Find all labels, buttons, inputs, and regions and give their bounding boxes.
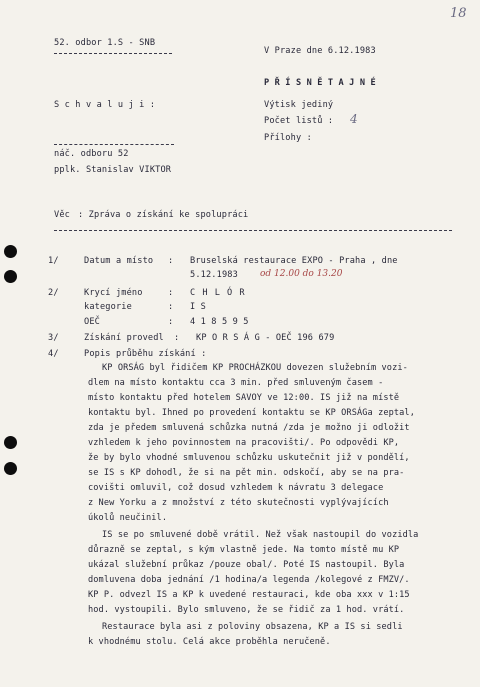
item-3-label: Získání provedl <box>84 333 164 343</box>
body-line-16: KP P. odvezl IS a KP k uvedené restauraci, kde oba xxx v 1:15 <box>88 590 410 600</box>
body-line-3: místo kontaktu před hotelem SAVOY ve 12:00. IS již na místě <box>88 393 400 403</box>
body-line-19: k vhodnému stolu. Celá akce proběhla neručeně. <box>88 637 331 647</box>
punch-hole-2 <box>4 270 17 283</box>
body-line-11: úkolů neučinil. <box>88 513 168 523</box>
body-line-12: IS se po smluvené době vrátil. Než však nastoupil do vozidla <box>102 530 419 540</box>
item-1-num: 1/ <box>48 256 59 266</box>
item-2b-value: I S <box>190 302 206 312</box>
body-line-9: covišti omluvil, což dosud vzhledem k návratu 3 delegace <box>88 483 384 493</box>
item-4-label: Popis průběhu získání : <box>84 349 207 359</box>
punch-hole-3 <box>4 436 17 449</box>
body-line-18: Restaurace byla asi z poloviny obsazena, KP a IS si sedli <box>102 622 403 632</box>
punch-hole-4 <box>4 462 17 475</box>
signature-rule <box>54 144 174 145</box>
item-2-colon: : <box>168 288 174 298</box>
item-3-colon: : <box>174 333 180 343</box>
approval-label: S c h v a l u j i : <box>54 100 156 110</box>
punch-hole-1 <box>4 245 17 258</box>
item-2-value: C H L Ó R <box>190 288 246 298</box>
subject-rule <box>54 230 452 231</box>
attachments-label: Přílohy : <box>264 133 312 143</box>
item-4-num: 4/ <box>48 349 59 359</box>
item-2-label: Krycí jméno <box>84 288 143 298</box>
body-line-13: důrazně se zeptal, s kým vlastně jede. Na tomto místě mu KP <box>88 545 400 555</box>
item-1-value: Bruselská restaurace EXPO - Praha , dne <box>190 256 398 266</box>
item-2c-label: OEČ <box>84 317 100 327</box>
body-line-7: že by bylo vhodné smluvenou schůzku uskutečnit již v pondělí, <box>88 453 410 463</box>
sheets-value: 4 <box>350 112 358 126</box>
body-line-15: domluvena doba jednání /1 hodina/a legenda /kolegové z FMZV/. <box>88 575 410 585</box>
item-2c-colon: : <box>168 317 174 327</box>
sheets-label: Počet listů : <box>264 116 334 126</box>
subject-label: Věc <box>54 210 70 220</box>
item-2-num: 2/ <box>48 288 59 298</box>
department-rule <box>54 53 172 54</box>
item-2b-colon: : <box>168 302 174 312</box>
body-line-10: z New Yorku a z množství z této skutečnosti vyplývajících <box>88 498 389 508</box>
subject-text: : Zpráva o získání ke spolupráci <box>78 210 249 220</box>
approver-name: pplk. Stanislav VIKTOR <box>54 165 172 175</box>
item-2c-value: 4 1 8 5 9 5 <box>190 317 249 327</box>
body-line-17: hod. vystoupili. Bylo smluveno, že se řidič za 1 hod. vrátí. <box>88 605 405 615</box>
item-3-value: KP O R S Á G - OEČ 196 679 <box>196 333 335 343</box>
item-1b-value: 5.12.1983 <box>190 270 238 280</box>
classification: P Ř Í S N Ě T A J N É <box>264 78 376 88</box>
body-line-6: vzhledem k jeho povinnostem na pracovišti/. Po odpovědi KP, <box>88 438 400 448</box>
body-line-2: dlem na místo kontaktu cca 3 min. před smluveným časem - <box>88 378 384 388</box>
item-2b-label: kategorie <box>84 302 132 312</box>
item-1-label: Datum a místo <box>84 256 154 266</box>
approver-title: náč. odboru 52 <box>54 149 129 159</box>
page-number: 18 <box>450 6 467 21</box>
body-line-5: zda je předem smluvená schůzka nutná /zda je možno ji odložit <box>88 423 410 433</box>
item-3-num: 3/ <box>48 333 59 343</box>
copy-note: Výtisk jediný <box>264 100 334 110</box>
body-line-14: ukázal služební průkaz /pouze obal/. Poté IS nastoupil. Byla <box>88 560 405 570</box>
department-label: 52. odbor 1.S - SNB <box>54 38 156 48</box>
body-line-4: kontaktu byl. Ihned po provedení kontaktu se KP ORSÁGa zeptal, <box>88 408 415 418</box>
body-line-1: KP ORSÁG byl řidičem KP PROCHÁZKOU dovezen služebním vozi- <box>102 363 408 373</box>
item-1-colon: : <box>168 256 174 266</box>
item-1b-handwritten-time: od 12.00 do 13.20 <box>260 269 343 279</box>
place-date: V Praze dne 6.12.1983 <box>264 46 376 56</box>
body-line-8: se IS s KP dohodl, že si na pět min. odskočí, aby se na pra- <box>88 468 405 478</box>
